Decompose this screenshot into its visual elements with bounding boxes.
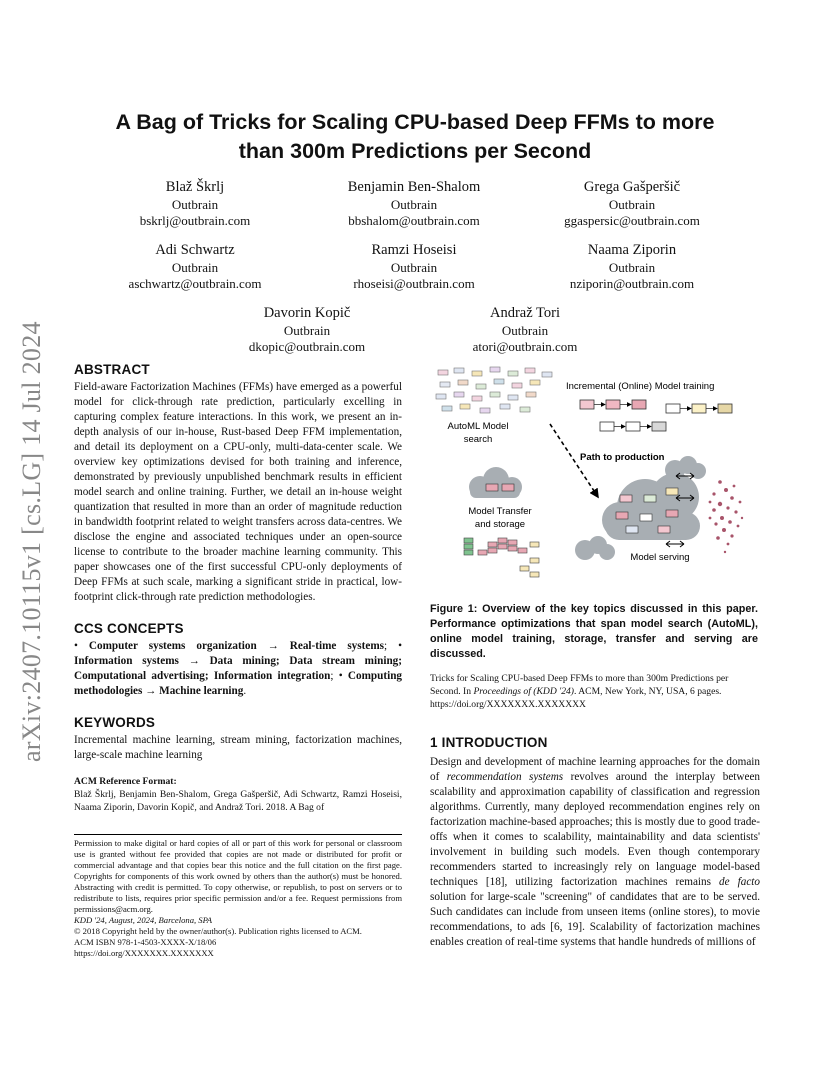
keywords-heading: KEYWORDS bbox=[74, 715, 156, 730]
author-affiliation: Outbrain bbox=[608, 260, 656, 275]
author-block bbox=[197, 304, 417, 355]
author-block bbox=[304, 241, 524, 292]
users-dots-icon bbox=[709, 480, 744, 553]
author-email: rhoseisi@outbrain.com bbox=[353, 276, 475, 291]
abstract-text: Field-aware Factorization Machines (FFMs) have emerged as a powerful model for click-through rate prediction, particularly excelling in capturing complex feature interactions. In this work, we present an in-depth analysis of our in-house, Rust-based Deep FFM implementation, and detail its deployment on a CPU-only, multi-data-center scale. We overview key optimizations devised for both training and inference, demonstrated by previously unpublished benchmark results in efficient model search and online training. Further, we detail an in-house weight quantization that resulted in more than an order of magnitude reduction in bandwidth footprint related to weight transfers across data-centres. We disclose the engine and associated techniques under an open-source license to contribute to the broader machine learning community. This paper showcases one of the first successful CPU-only deployments of Deep FFMs at such scale, marking a significant stride in practical, low-footprint click-through rate prediction methodologies. bbox=[74, 381, 402, 603]
author-affiliation: Outbrain bbox=[390, 197, 438, 212]
abstract-heading: ABSTRACT bbox=[74, 362, 150, 377]
author-email: bskrlj@outbrain.com bbox=[139, 213, 251, 228]
acm-reference-text: Blaž Škrlj, Benjamin Ben-Shalom, Grega Gašperšič, Adi Schwartz, Ramzi Hoseisi, Naama Ziporin, Davorin Kopič, and Andraž Tori. 2018. A Bag of bbox=[74, 789, 402, 813]
isbn-line: ACM ISBN 978-1-4503-XXXX-X/18/06 bbox=[74, 937, 217, 947]
author-email: ggaspersic@outbrain.com bbox=[564, 213, 700, 228]
author-name: Blaž Škrlj bbox=[165, 179, 225, 195]
author-affiliation: Outbrain bbox=[390, 260, 438, 275]
author-name: Ramzi Hoseisi bbox=[371, 242, 457, 258]
permission-text: Permission to make digital or hard copies of all or part of this work for personal or classroom use is granted without fee provided that copies are not made or distributed for profit or commercial advantage and that copies bear this notice and the full citation on the first page. Copyrights for components of this work owned by others than the author(s) must be honored. Abstracting with credit is permitted. To copy otherwise, or republish, to post on servers or to redistribute to lists, requires prior specific permission and/or a fee. Request permissions from permissions@acm.org. bbox=[74, 838, 402, 914]
permission-block bbox=[74, 838, 402, 959]
keywords-text: Incremental machine learning, stream mining, factorization machines, large-scale machine learning bbox=[74, 734, 402, 761]
serving-cloud-icon bbox=[575, 456, 706, 560]
author-block bbox=[85, 241, 305, 292]
author-email: atori@outbrain.com bbox=[472, 339, 578, 354]
automl-label-line2: search bbox=[463, 434, 493, 445]
doi-line: https://doi.org/XXXXXXX.XXXXXXX bbox=[74, 948, 214, 958]
venue-line: KDD '24, August, 2024, Barcelona, SPA bbox=[74, 915, 212, 925]
author-affiliation: Outbrain bbox=[171, 197, 219, 212]
introduction-section bbox=[430, 735, 760, 950]
serving-label: Model serving bbox=[630, 552, 690, 563]
storage-stack-icon bbox=[464, 538, 539, 577]
ccs-text: • Computer systems organization → Real-time systems; • Information systems → Data mining; Data stream mining; Computational advertising; Information integration; • Computing methodologies → Machine learning. bbox=[74, 640, 403, 697]
training-pipeline-icon bbox=[580, 400, 732, 431]
author-block bbox=[415, 304, 635, 355]
author-email: dkopic@outbrain.com bbox=[248, 339, 366, 354]
author-block bbox=[522, 178, 742, 229]
introduction-text: Design and development of machine learning approaches for the domain of recommendation systems revolves around the interplay between scalability and approximation capability of classification and regression algorithms. Currently, many deployed recommendation engines rely on factorization machine-based approaches; this is mostly due to good trade-offs when it comes to scalability, maintainability and data scientists' involvement in building such models. Even though contemporary recommenders started to increasingly rely on language model-based techniques [18], utilizing factorization machines remains de facto solution for large-scale "screening" of candidates that are to be served. Such candidates can include from unseen items (online stores), to movie recommendations, to ads [6, 19]. Scalability of factorization machines enables creation of real-time systems that handle hundreds of millions of bbox=[430, 756, 761, 948]
author-block bbox=[304, 178, 524, 229]
author-affiliation: Outbrain bbox=[171, 260, 219, 275]
author-name: Naama Ziporin bbox=[587, 242, 677, 258]
path-label: Path to production bbox=[580, 452, 665, 463]
author-block bbox=[85, 178, 305, 229]
automl-label-line1: AutoML Model bbox=[447, 421, 509, 432]
author-affiliation: Outbrain bbox=[283, 323, 331, 338]
automl-grid-icon bbox=[436, 367, 552, 413]
acm-reference bbox=[74, 775, 402, 814]
ccs-heading: CCS CONCEPTS bbox=[74, 621, 184, 636]
footnote-rule bbox=[74, 834, 402, 835]
transfer-label-line2: and storage bbox=[474, 519, 526, 530]
figure-caption: Figure 1: Overview of the key topics discussed in this paper. Performance optimizations that span model search (AutoML), online model training, storage, transfer and serving are discussed. bbox=[430, 603, 758, 660]
storage-cloud-icon bbox=[469, 467, 522, 498]
figure-1-diagram bbox=[430, 362, 758, 587]
author-name: Grega Gašperšič bbox=[583, 179, 681, 195]
arxiv-stamp: arXiv:2407.10115v1 [cs.LG] 14 Jul 2024 bbox=[17, 321, 46, 762]
author-email: bbshalom@outbrain.com bbox=[348, 213, 480, 228]
author-name: Andraž Tori bbox=[490, 305, 560, 321]
author-affiliation: Outbrain bbox=[501, 323, 549, 338]
author-email: aschwartz@outbrain.com bbox=[128, 276, 262, 291]
author-affiliation: Outbrain bbox=[608, 197, 656, 212]
author-name: Benjamin Ben-Shalom bbox=[347, 179, 481, 195]
author-name: Davorin Kopič bbox=[263, 305, 351, 321]
author-email: nziporin@outbrain.com bbox=[569, 276, 695, 291]
left-column bbox=[74, 362, 402, 814]
acm-reference-heading: ACM Reference Format: bbox=[74, 776, 177, 787]
reference-continuation: Tricks for Scaling CPU-based Deep FFMs to more than 300m Predictions per Second. In Proceedings of (KDD '24). ACM, New York, NY, USA, 6 pages. https://doi.org/XXXXXXX.XXXXXXX bbox=[430, 673, 729, 710]
paper-title: A Bag of Tricks for Scaling CPU-based Deep FFMs to more than 300m Predictions per Second bbox=[115, 110, 715, 163]
author-block bbox=[522, 241, 742, 292]
transfer-label-line1: Model Transfer bbox=[468, 506, 532, 517]
introduction-heading: 1 INTRODUCTION bbox=[430, 735, 548, 750]
author-name: Adi Schwartz bbox=[155, 242, 235, 258]
incremental-label: Incremental (Online) Model training bbox=[566, 381, 715, 392]
copyright-line: © 2018 Copyright held by the owner/author(s). Publication rights licensed to ACM. bbox=[74, 926, 362, 936]
